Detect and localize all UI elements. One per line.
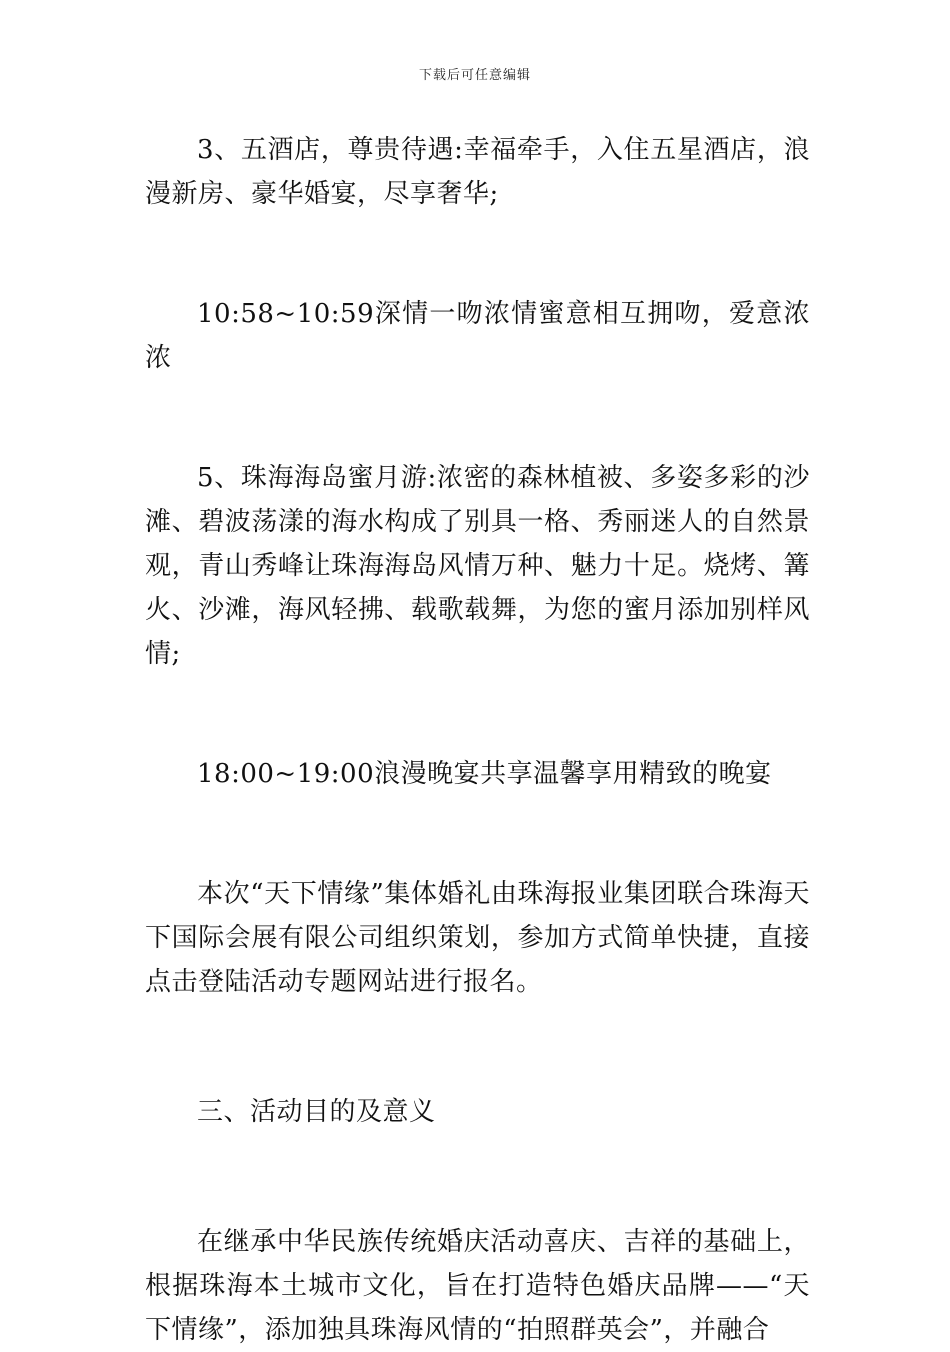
paragraph-hotel: 3、五酒店，尊贵待遇:幸福牵手，入住五星酒店，浪漫新房、豪华婚宴，尽享奢华; bbox=[145, 135, 810, 209]
paragraph-purpose: 在继承中华民族传统婚庆活动喜庆、吉祥的基础上，根据珠海本土城市文化，旨在打造特色婚庆品牌——“天下情缘”，添加独具珠海风情的“拍照群英会”，并融合 bbox=[145, 1227, 810, 1345]
page-header: 下载后可任意编辑 bbox=[418, 68, 531, 83]
section-heading-purpose: 三、活动目的及意义 bbox=[197, 1097, 436, 1127]
paragraph-honeymoon: 5、珠海海岛蜜月游:浓密的森林植被、多姿多彩的沙滩、碧波荡漾的海水构成了别具一格、秀丽迷人的自然景观，青山秀峰让珠海海岛风情万种、魅力十足。烧烤、篝火、沙滩，海风轻拂、载歌载舞，为您的蜜月添加别样风情; bbox=[145, 463, 810, 669]
paragraph-dinner-schedule: 18:00~19:00浪漫晚宴共享温馨享用精致的晚宴 bbox=[197, 759, 772, 789]
paragraph-kiss-schedule: 10:58~10:59深情一吻浓情蜜意相互拥吻，爱意浓浓 bbox=[145, 299, 810, 373]
document-body bbox=[145, 128, 810, 1352]
paragraph-registration: 本次“天下情缘”集体婚礼由珠海报业集团联合珠海天下国际会展有限公司组织策划，参加方式简单快捷，直接点击登陆活动专题网站进行报名。 bbox=[145, 879, 810, 997]
